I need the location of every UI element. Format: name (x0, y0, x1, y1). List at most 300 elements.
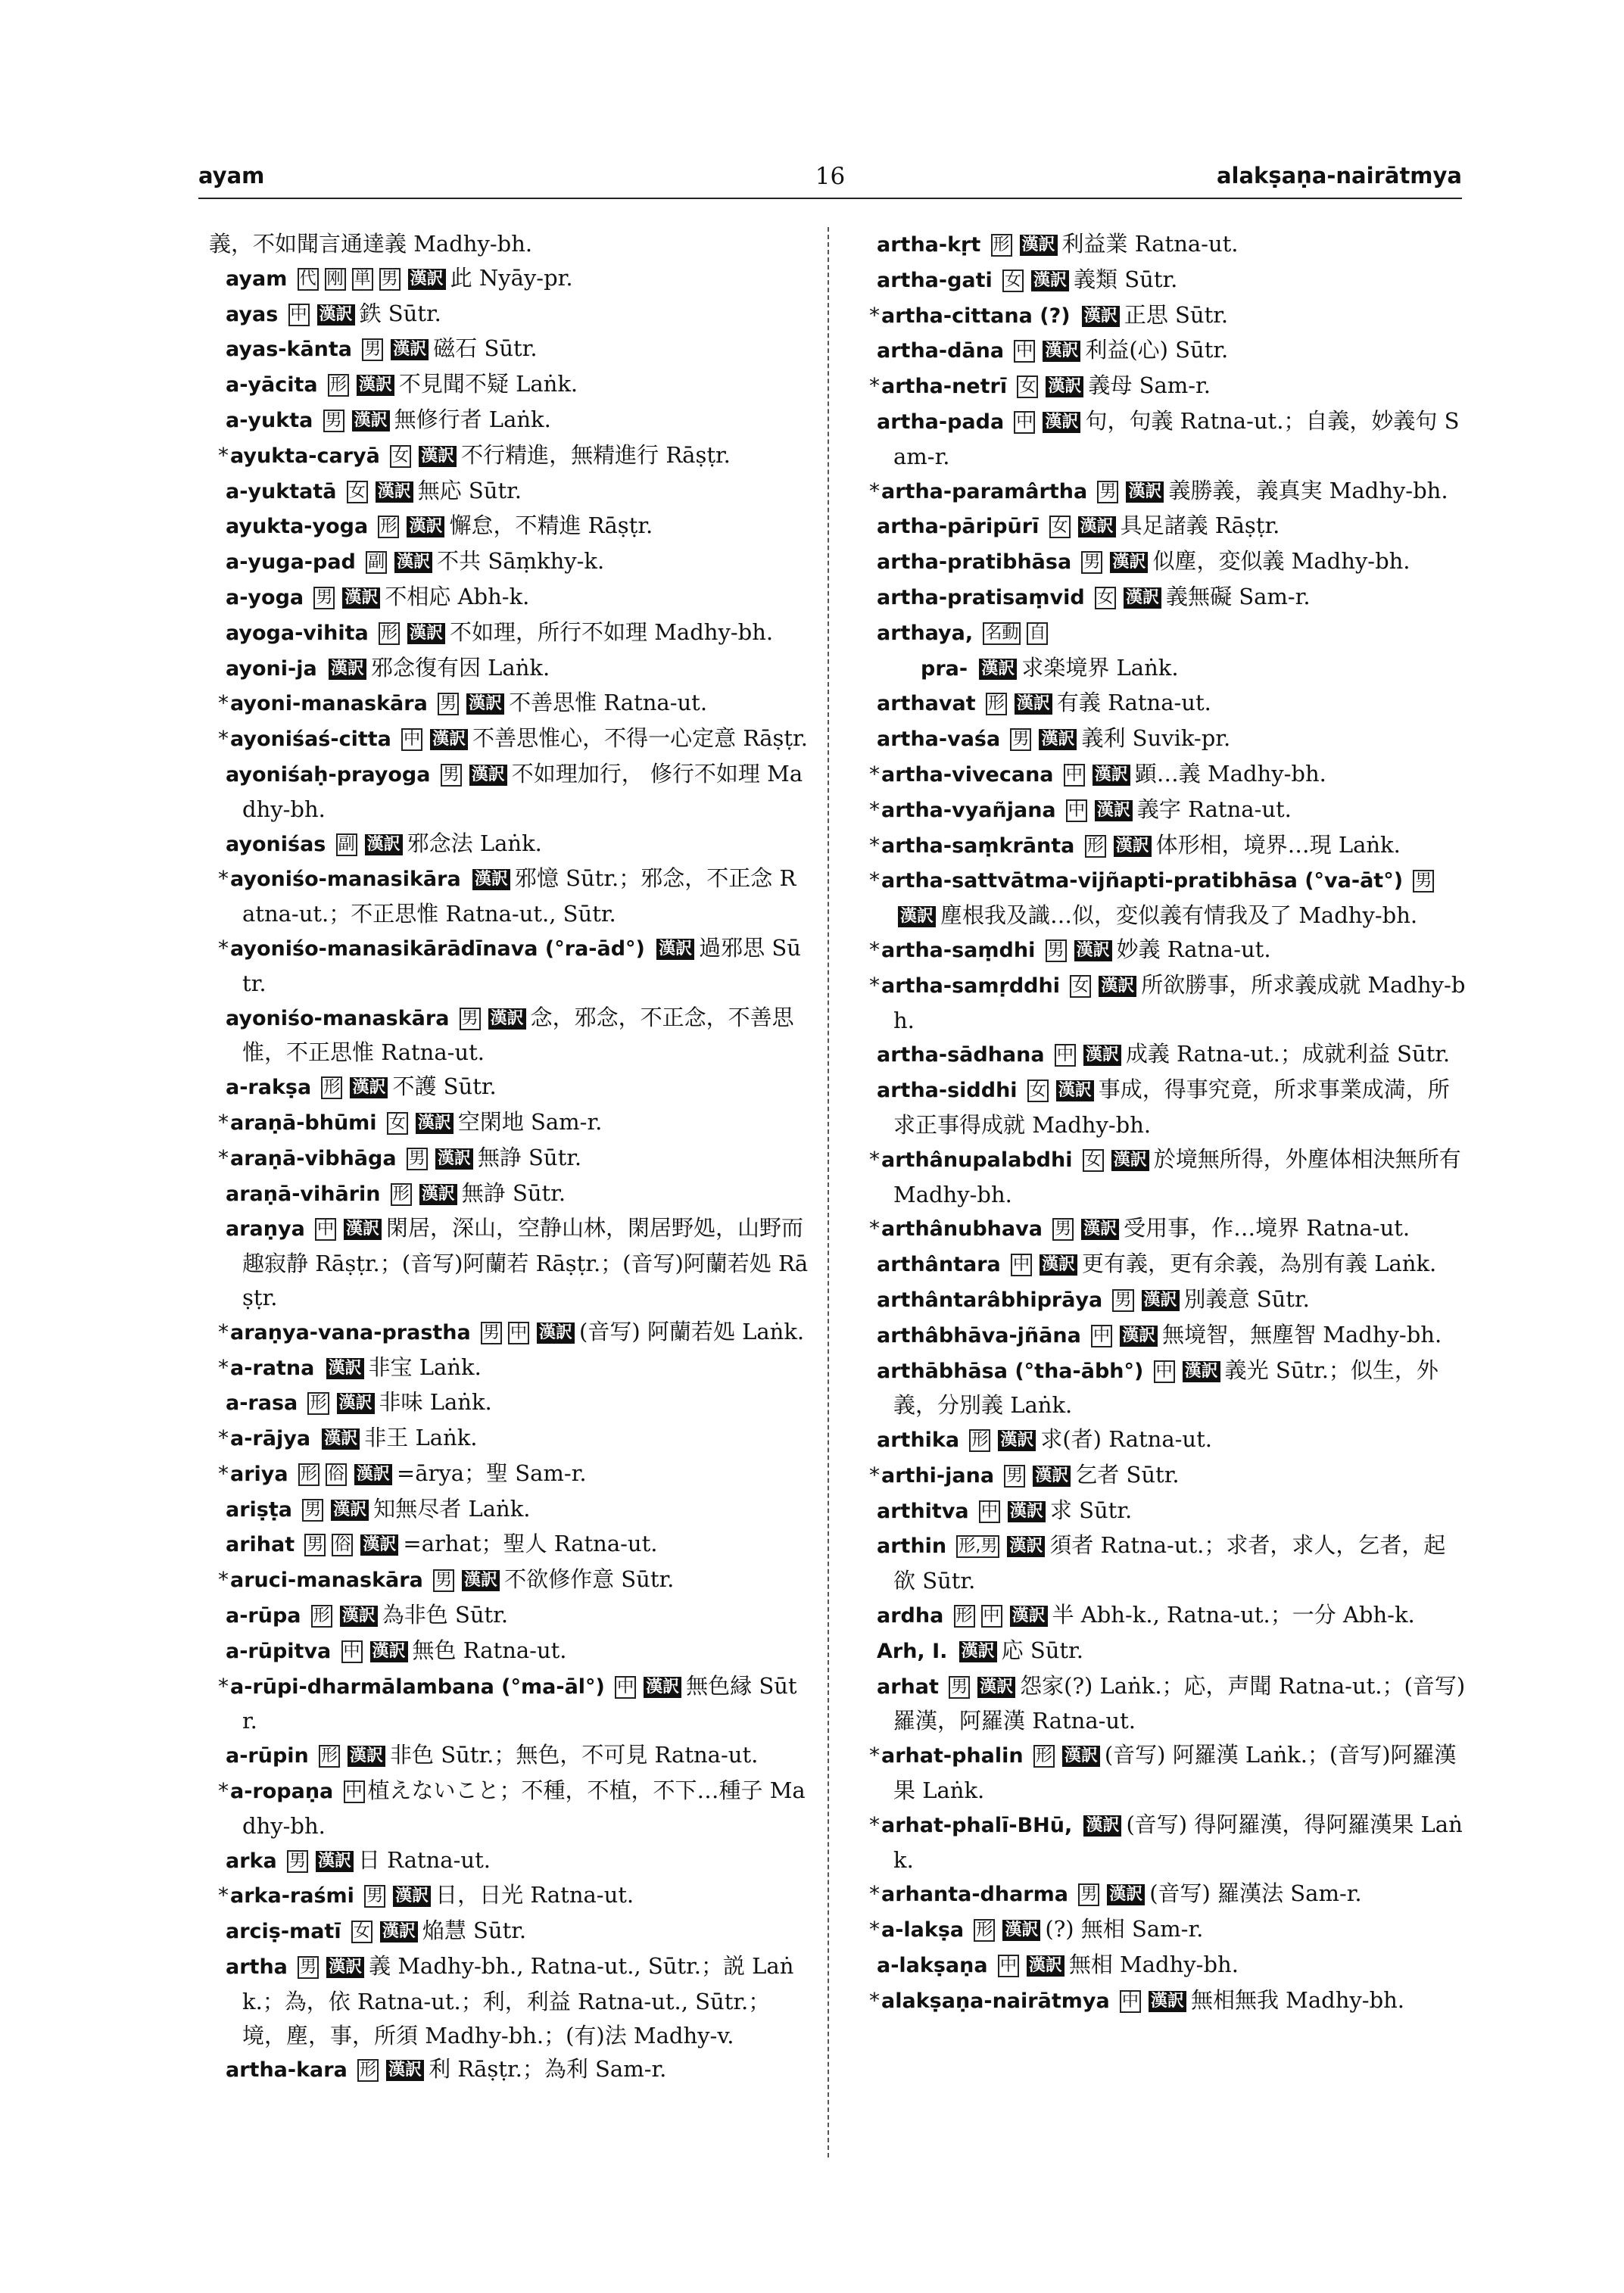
kanyaku-label: 漢訳 (1002, 1920, 1040, 1941)
definition: 懈怠，不精進 Rāṣṭr. (449, 512, 653, 539)
grammar-tag: 形 (986, 693, 1007, 715)
kanyaku-label: 漢訳 (430, 729, 468, 750)
grammar-tag: 男 (1081, 551, 1102, 574)
definition: 求楽境界 Laṅk. (1021, 654, 1179, 681)
grammar-tag: 形 (319, 1745, 340, 1768)
definition: 義無礙 Sam-r. (1165, 583, 1311, 609)
new-entry-marker: * (218, 1460, 229, 1486)
definition: 知無尽者 Laṅk. (373, 1495, 531, 1522)
grammar-tag: 中 (344, 1781, 365, 1803)
headword: ariya (230, 1462, 288, 1486)
dictionary-entry (846, 404, 1467, 474)
grammar-tag: 女 (1017, 375, 1038, 398)
definition: 無修行者 Laṅk. (394, 406, 551, 432)
dictionary-entry (195, 297, 809, 332)
kanyaku-label: 漢訳 (1107, 1884, 1145, 1905)
kanyaku-label: 漢訳 (1149, 1991, 1186, 2012)
dictionary-entry (195, 721, 809, 757)
definition: 成義 Ratna-ut.；成就利益 Sūtr. (1125, 1041, 1451, 1067)
headword: artha-samṛddhi (881, 974, 1060, 998)
headword: artha-pāripūrī (877, 515, 1040, 539)
dictionary-entry (846, 1422, 1467, 1458)
grammar-tag: 形 (974, 1919, 995, 1942)
new-entry-marker: * (869, 1881, 880, 1907)
new-entry-marker: * (218, 1567, 229, 1593)
grammar-tag: 男 (362, 338, 383, 361)
definition: 磁石 Sūtr. (433, 335, 538, 362)
definition: 不共 Sāṃkhy-k. (437, 548, 605, 575)
kanyaku-label: 漢訳 (386, 2060, 424, 2081)
dictionary-entry (195, 1385, 809, 1421)
definition: 植えないこと；不種，不植，不下…種子 Madhy-bh. (242, 1777, 806, 1839)
definition: 義，不如聞言通達義 Madhy-bh. (209, 231, 533, 257)
new-entry-marker: * (869, 761, 880, 787)
kanyaku-label: 漢訳 (1126, 481, 1164, 503)
kanyaku-label: 漢訳 (488, 1008, 526, 1030)
dictionary-entry (846, 686, 1467, 721)
page-number: 16 (815, 163, 846, 190)
dictionary-entry (846, 1354, 1467, 1423)
dictionary-entry (195, 1105, 809, 1141)
kanyaku-label: 漢訳 (1062, 1746, 1100, 1767)
headword: arhat (877, 1675, 939, 1699)
kanyaku-label: 漢訳 (1015, 693, 1052, 715)
headword: alakṣaṇa-nairātmya (881, 1989, 1110, 2013)
headword: a-yukta (226, 408, 313, 432)
grammar-tag: 中 (1014, 340, 1035, 363)
definition: 無諍 Sūtr. (477, 1144, 582, 1170)
headword: ayoniśo-manasikāra (230, 868, 461, 892)
definition: 妙義 Ratna-ut. (1116, 936, 1271, 962)
definition: 此 Nyāy-pr. (450, 264, 573, 291)
headword: arthaya, (877, 621, 974, 645)
headword: ayam (226, 266, 288, 291)
definition: 日 Ratna-ut. (357, 1846, 491, 1873)
kanyaku-label: 漢訳 (537, 1323, 575, 1344)
kanyaku-label: 漢訳 (1110, 552, 1148, 573)
dictionary-entry (195, 1634, 809, 1669)
new-entry-marker: * (869, 373, 880, 399)
dictionary-entry (195, 1176, 809, 1212)
grammar-tag: 男 (304, 1534, 326, 1556)
definition: 不善思惟心，不得一心定意 Rāṣṭr. (472, 725, 808, 752)
dictionary-entry (846, 580, 1467, 615)
grammar-tag: 名動 (983, 622, 1021, 645)
headword: artha-cittana (?) (881, 304, 1071, 328)
kanyaku-label: 漢訳 (644, 1677, 681, 1698)
headword: ayoniśo-manasikārādīnava (°ra-ād°) (230, 936, 645, 961)
grammar-tag: 形 (357, 2059, 379, 2082)
grammar-tag: 中 (401, 728, 422, 751)
definition: 乞者 Sūtr. (1075, 1461, 1180, 1488)
kanyaku-label: 漢訳 (337, 1393, 375, 1414)
kanyaku-label: 漢訳 (1124, 587, 1161, 609)
kanyaku-label: 漢訳 (1082, 306, 1120, 327)
definition: 受用事，作…境界 Ratna-ut. (1124, 1215, 1410, 1242)
kanyaku-label: 漢訳 (998, 1430, 1036, 1451)
dictionary-entry (195, 438, 809, 474)
definition: 於境無所得，外塵体相決無所有 Madhy-bh. (893, 1145, 1461, 1207)
headword: arhat-phalī-BHū, (881, 1813, 1073, 1837)
grammar-tag: 男 (407, 1148, 428, 1170)
headword: artha-netrī (881, 375, 1008, 399)
headword: araṇā-vibhāga (230, 1146, 397, 1170)
definition: 無相無我 Madhy-bh. (1190, 1986, 1405, 2013)
headword: arthavat (877, 692, 976, 716)
grammar-tag: 俗 (326, 1463, 347, 1486)
grammar-tag: 形 (969, 1429, 990, 1452)
new-entry-marker: * (869, 302, 880, 328)
dictionary-entry (846, 828, 1467, 864)
dictionary-entry (846, 544, 1467, 580)
grammar-tag: 男 (438, 693, 459, 715)
dictionary-entry (195, 1598, 809, 1634)
kanyaku-label: 漢訳 (466, 693, 504, 715)
kanyaku-label: 漢訳 (376, 481, 413, 503)
headword: artha-dāna (877, 339, 1005, 363)
grammar-tag: 形,男 (956, 1535, 999, 1558)
headword: aruci-manaskāra (230, 1569, 423, 1593)
headword: a-ratna (230, 1356, 315, 1380)
headword: artha-vaśa (877, 727, 1001, 752)
grammar-tag: 中 (1091, 1325, 1112, 1347)
kanyaku-label: 漢訳 (331, 1500, 369, 1521)
kanyaku-label: 漢訳 (1111, 1150, 1149, 1171)
definition: 無色 Ratna-ut. (412, 1637, 567, 1663)
headword: a-yācita (226, 373, 318, 397)
definition: 非味 Laṅk. (379, 1389, 492, 1416)
headword: ayoniśo-manaskāra (226, 1006, 450, 1030)
grammar-tag: 中 (1064, 764, 1085, 787)
kanyaku-label: 漢訳 (342, 587, 380, 609)
grammar-tag: 形 (311, 1605, 332, 1628)
definition: 過邪思 Sūtr. (242, 934, 801, 996)
new-entry-marker: * (218, 935, 229, 961)
kanyaku-label: 漢訳 (348, 1746, 385, 1767)
kanyaku-label: 漢訳 (1120, 1326, 1158, 1347)
headword: a-rūpa (226, 1604, 301, 1628)
definition: (音写) 羅漢法 Sam-r. (1149, 1880, 1362, 1907)
kanyaku-label: 漢訳 (1056, 1080, 1094, 1101)
new-entry-marker: * (869, 796, 880, 822)
dictionary-entry (195, 1315, 809, 1351)
headword: ardha (877, 1604, 944, 1628)
dictionary-entry (195, 1843, 809, 1879)
new-entry-marker: * (869, 1462, 880, 1488)
grammar-tag: 男 (949, 1676, 970, 1699)
header-left-guideword: ayam (198, 163, 265, 188)
dictionary-entry (195, 332, 809, 367)
kanyaku-label: 漢訳 (1007, 1536, 1045, 1557)
kanyaku-label: 漢訳 (370, 1641, 408, 1662)
dictionary-entry (846, 757, 1467, 793)
grammar-tag: 中 (1014, 411, 1035, 434)
definition: 鉄 Sūtr. (359, 300, 441, 326)
kanyaku-label: 漢訳 (1027, 1955, 1064, 1977)
definition: 不欲修作意 Sūtr. (504, 1566, 675, 1593)
kanyaku-label: 漢訳 (365, 834, 403, 855)
definition: 義利 Suvik-pr. (1081, 725, 1231, 752)
headword: ayukta-yoga (226, 515, 369, 539)
headword: ayoga-vihita (226, 621, 369, 645)
new-entry-marker: * (869, 868, 880, 893)
dictionary-entry (846, 1211, 1467, 1247)
headword: artha-pratibhāsa (877, 550, 1072, 575)
kanyaku-label: 漢訳 (472, 869, 510, 890)
definition: 無色縁 Sūtr. (242, 1672, 797, 1734)
dictionary-entry (195, 227, 809, 261)
dictionary-entry (846, 1877, 1467, 1912)
headword: arka (226, 1849, 277, 1873)
dictionary-entry (846, 1669, 1467, 1739)
kanyaku-label: 漢訳 (977, 1677, 1015, 1698)
definition: 有義 Ratna-ut. (1056, 690, 1211, 716)
headword: ayoniśaḥ-prayoga (226, 762, 431, 787)
kanyaku-label: 漢訳 (1114, 836, 1152, 857)
headword: arciṣ-matī (226, 1920, 341, 1944)
new-entry-marker: * (869, 972, 880, 998)
headword: arhat-phalin (881, 1744, 1024, 1768)
dictionary-entry (846, 968, 1467, 1038)
definition: 閑居，深山，空静山林，閑居野処，山野而趣寂静 Rāṣṭr.；(音写)阿蘭若 Rāṣṭr.；(音写)阿蘭若処 Rāṣṭr. (242, 1215, 809, 1310)
definition: 利益(心) Sūtr. (1085, 337, 1229, 363)
headword: a-yuga-pad (226, 550, 356, 575)
kanyaku-label: 漢訳 (344, 1219, 382, 1240)
definition: 更有義，更有余義，為別有義 Laṅk. (1082, 1251, 1437, 1277)
headword: artha-sādhana (877, 1043, 1045, 1067)
new-entry-marker: * (869, 936, 880, 962)
grammar-tag: 女 (1095, 587, 1116, 609)
kanyaku-label: 漢訳 (419, 1184, 457, 1205)
dictionary-entry (195, 1878, 809, 1914)
definition: 不如理加行， 修行不如理 Madhy-bh. (242, 760, 803, 822)
headword: artha-vivecana (881, 762, 1054, 787)
dictionary-entry (846, 651, 1467, 687)
dictionary-entry (846, 615, 1467, 651)
dictionary-entry (846, 1073, 1467, 1142)
dictionary-entry (846, 1247, 1467, 1282)
definition: 事成，得事究竟，所求事業成満，所求正事得成就 Madhy-bh. (893, 1076, 1450, 1138)
dictionary-entry (195, 861, 809, 931)
grammar-tag: 形 (307, 1392, 329, 1415)
headword: arthitva (877, 1499, 969, 1523)
definition: 半 Abh-k., Ratna-ut.；一分 Abh-k. (1052, 1602, 1415, 1628)
grammar-tag: 中 (1120, 1990, 1141, 2013)
definition: 日，日光 Ratna-ut. (435, 1882, 634, 1908)
kanyaku-label: 漢訳 (1074, 940, 1112, 961)
new-entry-marker: * (218, 1883, 229, 1908)
definition: 所欲勝事，所求義成就 Madhy-bh. (893, 971, 1466, 1033)
dictionary-entry (195, 615, 809, 651)
definition: 応 Sūtr. (1001, 1637, 1083, 1663)
definition: 不見聞不疑 Laṅk. (398, 371, 578, 397)
grammar-tag: 形 (378, 516, 399, 538)
grammar-tag: 女 (351, 1921, 372, 1943)
grammar-tag: 副 (336, 833, 357, 856)
grammar-tag: 男 (1046, 939, 1067, 962)
kanyaku-label: 漢訳 (469, 765, 507, 786)
grammar-tag: 俗 (332, 1534, 353, 1556)
definition: 邪憶 Sūtr.；邪念，不正念 Ratna-ut.；不正思惟 Ratna-ut., Sūtr. (242, 865, 796, 927)
headword: arthânupalabdhi (881, 1148, 1073, 1172)
definition: 怨家(?) Laṅk.；応，声聞 Ratna-ut.；(音写)羅漢，阿羅漢 Ratna-ut. (893, 1672, 1466, 1734)
kanyaku-label: 漢訳 (462, 1570, 500, 1591)
kanyaku-label: 漢訳 (316, 1851, 354, 1872)
definition: (?) 無相 Sam-r. (1045, 1916, 1204, 1943)
grammar-tag: 形 (298, 1463, 320, 1486)
dictionary-entry (846, 1142, 1467, 1212)
grammar-tag: 男 (313, 587, 335, 609)
kanyaku-label: 漢訳 (1020, 235, 1058, 256)
headword: arthābhāsa (°tha-ābh°) (877, 1359, 1144, 1383)
dictionary-entry (846, 1738, 1467, 1808)
definition: 句，句義 Ratna-ut.；自義，妙義句 Sam-r. (893, 407, 1460, 469)
kanyaku-label: 漢訳 (1183, 1361, 1220, 1382)
definition: 邪念法 Laṅk. (407, 830, 542, 856)
dictionary-entry (195, 1738, 809, 1774)
kanyaku-label: 漢訳 (1040, 1254, 1077, 1276)
kanyaku-label: 漢訳 (360, 1534, 398, 1556)
headword: artha-siddhi (877, 1079, 1018, 1103)
definition: 念，邪念，不正念，不善思惟，不正思惟 Ratna-ut. (242, 1004, 794, 1066)
kanyaku-label: 漢訳 (435, 1148, 473, 1170)
grammar-tag: 男 (433, 1569, 454, 1592)
new-entry-marker: * (218, 866, 229, 892)
dictionary-entry (846, 721, 1467, 757)
kanyaku-label: 漢訳 (979, 659, 1017, 680)
definition: 無相 Madhy-bh. (1068, 1952, 1239, 1978)
dictionary-entry (195, 367, 809, 403)
headword: arthânubhava (881, 1217, 1043, 1242)
new-entry-marker: * (869, 1743, 880, 1768)
headword: artha-pada (877, 410, 1005, 434)
kanyaku-label: 漢訳 (391, 339, 429, 360)
dictionary-entry (195, 1351, 809, 1386)
new-entry-marker: * (869, 478, 880, 503)
definition: 似塵，変似義 Madhy-bh. (1152, 548, 1410, 575)
definition: =ārya；聖 Sam-r. (396, 1460, 587, 1486)
headword: a-yoga (226, 585, 304, 609)
grammar-tag: 男 (287, 1850, 308, 1873)
headword: artha-kara (226, 2058, 348, 2083)
headword: Arh, I. (877, 1639, 948, 1663)
dictionary-entry (195, 261, 809, 297)
grammar-tag: 形 (321, 1076, 342, 1099)
definition: 別義意 Sūtr. (1183, 1285, 1310, 1312)
grammar-tag: 男 (379, 268, 401, 291)
definition: (音写) 得阿羅漢，得阿羅漢果 Laṅk. (893, 1811, 1463, 1873)
grammar-tag: 中 (1154, 1360, 1175, 1383)
definition: 不相応 Abh-k. (385, 583, 530, 609)
headword: artha-kṛt (877, 233, 981, 257)
definition: 義光 Sūtr.；似生，外義，分別義 Laṅk. (893, 1357, 1439, 1419)
headword: arka-raśmi (230, 1884, 354, 1908)
kanyaku-label: 漢訳 (1142, 1290, 1180, 1311)
kanyaku-label: 漢訳 (416, 1113, 454, 1134)
dictionary-entry (195, 1527, 809, 1562)
grammar-tag: 中 (1066, 799, 1087, 822)
dictionary-entry (195, 1949, 809, 2052)
grammar-tag: 女 (390, 445, 411, 468)
dictionary-entry (846, 1282, 1467, 1318)
kanyaku-label: 漢訳 (1083, 1045, 1121, 1066)
grammar-tag: 刚 (325, 268, 346, 291)
kanyaku-label: 漢訳 (1081, 1219, 1119, 1240)
headword: a-lakṣaṇa (877, 1954, 988, 1978)
grammar-tag: 女 (1083, 1149, 1104, 1172)
definition: 顕…義 Madhy-bh. (1134, 760, 1326, 787)
kanyaku-label: 漢訳 (354, 1464, 392, 1485)
kanyaku-label: 漢訳 (959, 1641, 997, 1662)
dictionary-entry (846, 333, 1467, 369)
grammar-tag: 自 (1027, 622, 1048, 645)
headword: pra- (921, 656, 968, 681)
dictionary-entry (846, 1494, 1467, 1529)
headword: a-lakṣa (881, 1918, 965, 1943)
headword: a-rājya (230, 1427, 311, 1451)
headword: ayukta-caryā (230, 444, 380, 468)
grammar-tag: 中 (1055, 1044, 1076, 1067)
headword: araṇya-vana-prastha (230, 1320, 471, 1344)
headword: ayoni-ja (226, 656, 317, 681)
new-entry-marker: * (218, 690, 229, 716)
dictionary-entry (846, 863, 1467, 933)
definition: 不護 Sūtr. (392, 1073, 497, 1100)
dictionary-entry (195, 1914, 809, 1949)
definition: 非色 Sūtr.；無色，不可見 Ratna-ut. (390, 1742, 759, 1768)
kanyaku-label: 漢訳 (407, 516, 444, 537)
grammar-tag: 男 (298, 1956, 319, 1979)
grammar-tag: 形 (1033, 1745, 1055, 1768)
headword: araṇā-bhūmi (230, 1111, 377, 1135)
definition: (音写) 阿羅漢 Laṅk.；(音写)阿羅漢果 Laṅk. (893, 1742, 1457, 1804)
headword: artha-saṃdhi (881, 938, 1036, 962)
grammar-tag: 中 (998, 1955, 1019, 1977)
headword: artha-sattvātma-vijñapti-pratibhāsa (°va-āt°) (881, 869, 1404, 893)
dictionary-entry (846, 1948, 1467, 1983)
dictionary-entry (195, 1562, 809, 1598)
kanyaku-label: 漢訳 (1039, 729, 1077, 750)
definition: 不如理，所行不如理 Madhy-bh. (450, 618, 774, 645)
definition: 焔慧 Sūtr. (422, 1918, 527, 1944)
headword: ayas (226, 302, 279, 326)
definition: 利 Rāṣṭr.；為利 Sam-r. (429, 2056, 667, 2083)
dictionary-entry (195, 1492, 809, 1528)
dictionary-entry (846, 1037, 1467, 1073)
headword: artha-pratisaṃvid (877, 585, 1085, 609)
definition: 具足諸義 Rāṣṭr. (1120, 512, 1280, 539)
definition: 義類 Sūtr. (1074, 266, 1178, 292)
grammar-tag: 形 (328, 374, 349, 397)
kanyaku-label: 漢訳 (1008, 1501, 1046, 1522)
kanyaku-label: 漢訳 (1043, 412, 1080, 433)
grammar-tag: 中 (981, 1605, 1002, 1628)
definition: 利益業 Ratna-ut. (1061, 231, 1239, 257)
grammar-tag: 男 (1112, 1289, 1133, 1312)
grammar-tag: 女 (1049, 516, 1071, 538)
headword: artha-vyañjana (881, 798, 1056, 822)
kanyaku-label: 漢訳 (317, 304, 355, 326)
dictionary-entry (846, 1318, 1467, 1354)
definition: 塵根我及識…似，変似義有情我及了 Madhy-bh. (940, 902, 1418, 929)
dictionary-entry (195, 1774, 809, 1843)
headword: arthântarâbhiprāya (877, 1288, 1103, 1312)
headword: artha (226, 1955, 288, 1980)
definition: (音写) 阿蘭若処 Laṅk. (579, 1318, 805, 1344)
definition: 無境智，無塵智 Madhy-bh. (1162, 1321, 1442, 1347)
new-entry-marker: * (218, 1425, 229, 1451)
dictionary-entry (195, 686, 809, 721)
